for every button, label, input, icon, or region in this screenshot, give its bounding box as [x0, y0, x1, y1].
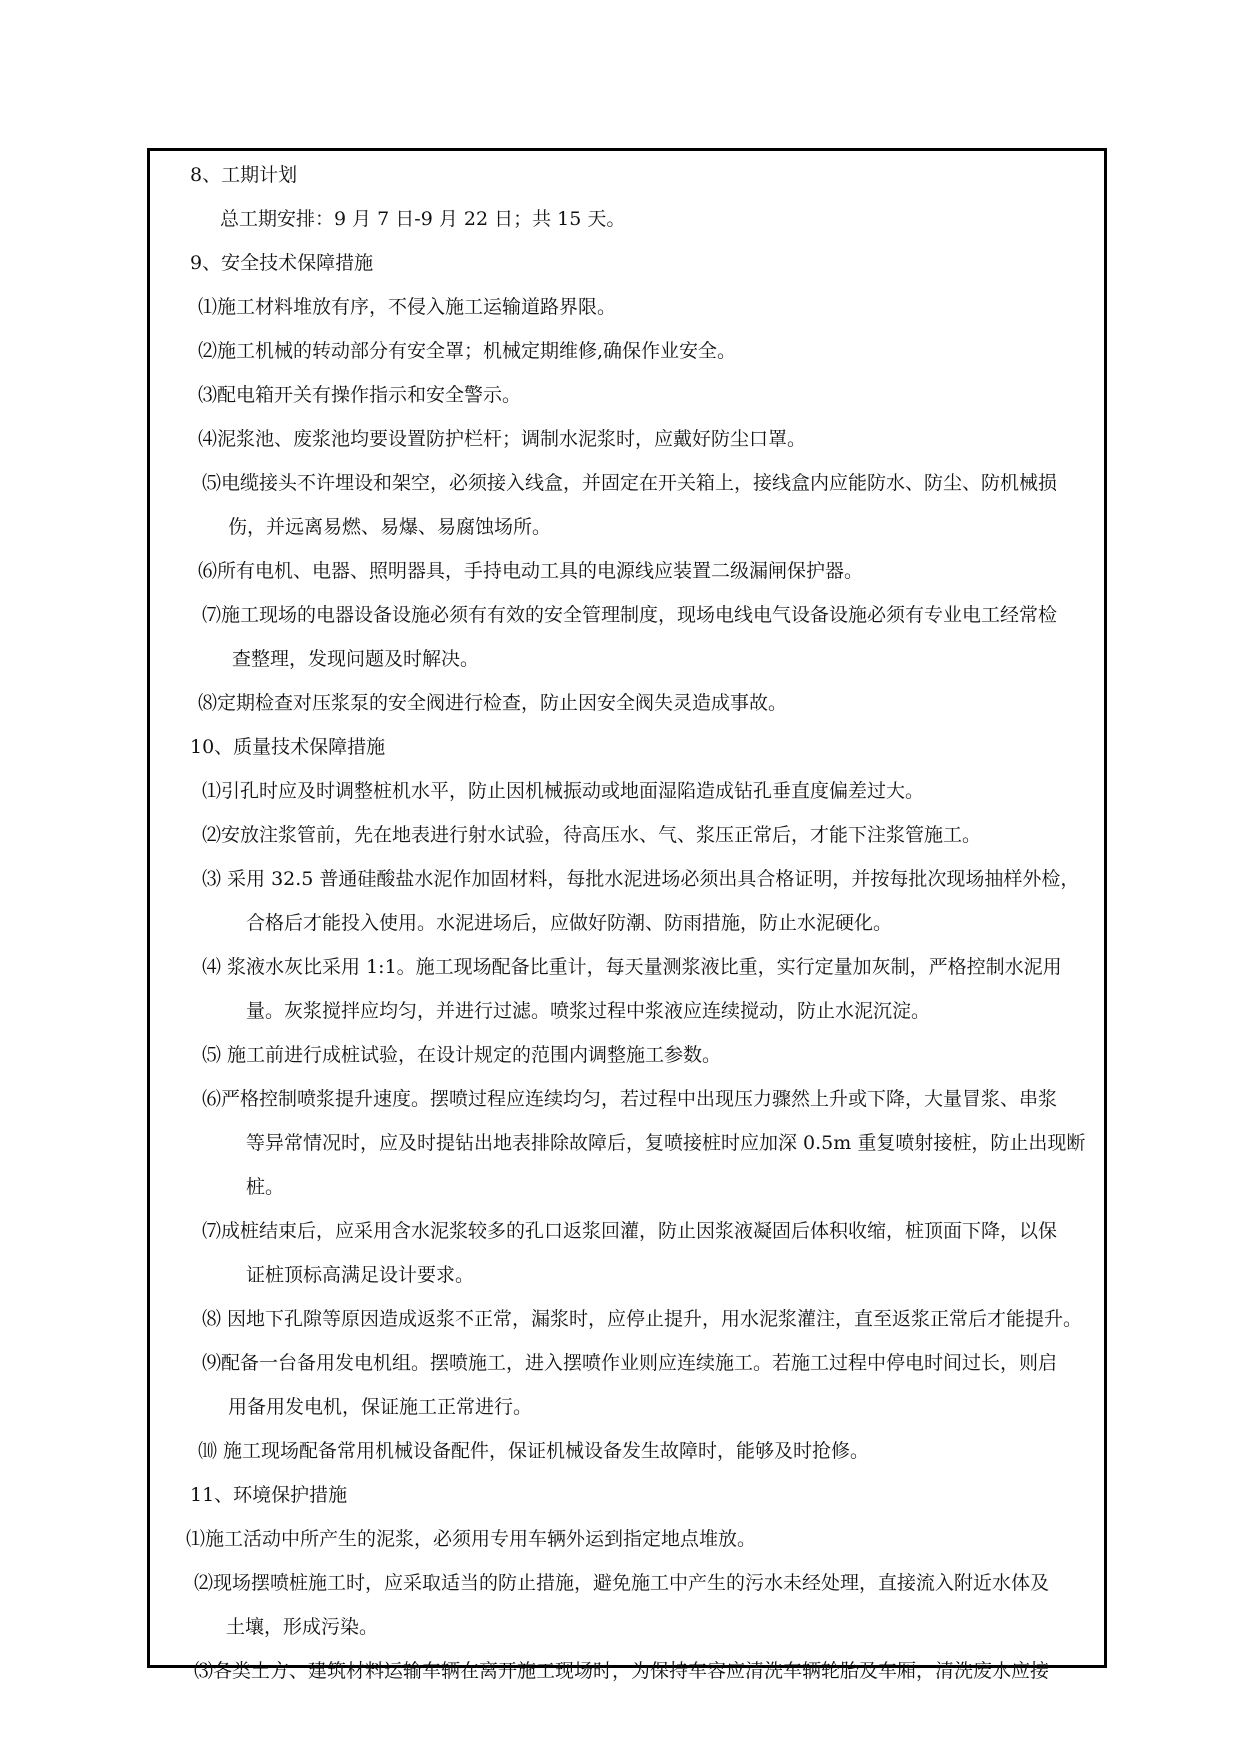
env-item-3: ⑶各类土方、建筑材料运输车辆在离开施工现场时，为保持车容应清洗车辆轮胎及车厢，清洗废水应接	[194, 1660, 1050, 1682]
safety-item-3: ⑶配电箱开关有操作指示和安全警示。	[198, 384, 522, 406]
quality-item-7-line1: ⑺成桩结束后，应采用含水泥浆较多的孔口返浆回灌，防止因浆液凝固后体积收缩，桩顶面下降，以保	[202, 1220, 1058, 1242]
safety-item-4: ⑷泥浆池、废浆池均要设置防护栏杆；调制水泥浆时，应戴好防尘口罩。	[198, 428, 807, 450]
quality-item-9-line2: 用备用发电机，保证施工正常进行。	[228, 1396, 533, 1418]
safety-item-7-line2: 查整理，发现问题及时解决。	[232, 648, 480, 670]
quality-item-3-line2: 合格后才能投入使用。水泥进场后，应做好防潮、防雨措施，防止水泥硬化。	[246, 912, 893, 934]
quality-item-8: ⑻ 因地下孔隙等原因造成返浆不正常，漏浆时，应停止提升，用水泥浆灌注，直至返浆正常后才能提升。	[202, 1308, 1083, 1330]
quality-item-4-line2: 量。灰浆搅拌应均匀，并进行过滤。喷浆过程中浆液应连续搅动，防止水泥沉淀。	[246, 1000, 931, 1022]
section-11-title: 11、环境保护措施	[190, 1484, 348, 1506]
quality-item-10: ⑽ 施工现场配备常用机械设备配件，保证机械设备发生故障时，能够及时抢修。	[198, 1440, 870, 1462]
quality-item-6-line2: 等异常情况时，应及时提钻出地表排除故障后，复喷接桩时应加深 0.5m 重复喷射接桩，防止出现断	[246, 1132, 1086, 1154]
env-item-2-line1: ⑵现场摆喷桩施工时，应采取适当的防止措施，避免施工中产生的污水未经处理，直接流入附近水体及	[194, 1572, 1050, 1594]
env-item-2-line2: 土壤，形成污染。	[226, 1616, 379, 1638]
quality-item-7-line2: 证桩顶标高满足设计要求。	[246, 1264, 475, 1286]
section-8-title: 8、工期计划	[190, 164, 298, 186]
quality-item-2: ⑵安放注浆管前，先在地表进行射水试验，待高压水、气、浆压正常后，才能下注浆管施工。	[202, 824, 982, 846]
quality-item-6-line1: ⑹严格控制喷浆提升速度。摆喷过程应连续均匀，若过程中出现压力骤然上升或下降，大量冒浆、串浆	[202, 1088, 1058, 1110]
safety-item-5-line1: ⑸电缆接头不许埋设和架空，必须接入线盒，并固定在开关箱上，接线盒内应能防水、防尘、防机械损	[202, 472, 1058, 494]
quality-item-9-line1: ⑼配备一台备用发电机组。摆喷施工，进入摆喷作业则应连续施工。若施工过程中停电时间过长，则启	[202, 1352, 1058, 1374]
quality-item-1: ⑴引孔时应及时调整桩机水平，防止因机械振动或地面湿陷造成钻孔垂直度偏差过大。	[202, 780, 925, 802]
env-item-1: ⑴施工活动中所产生的泥浆，必须用专用车辆外运到指定地点堆放。	[186, 1528, 757, 1550]
safety-item-6: ⑹所有电机、电器、照明器具，手持电动工具的电源线应装置二级漏闸保护器。	[198, 560, 864, 582]
safety-item-1: ⑴施工材料堆放有序，不侵入施工运输道路界限。	[198, 296, 617, 318]
quality-item-5: ⑸ 施工前进行成桩试验，在设计规定的范围内调整施工参数。	[202, 1044, 722, 1066]
safety-item-7-line1: ⑺施工现场的电器设备设施必须有有效的安全管理制度，现场电线电气设备设施必须有专业电工经常检	[202, 604, 1058, 626]
quality-item-6-line3: 桩。	[246, 1176, 285, 1198]
quality-item-3-line1: ⑶ 采用 32.5 普通硅酸盐水泥作加固材料，每批水泥进场必须出具合格证明，并按每批次现场抽样外检，	[202, 868, 1080, 890]
quality-item-4-line1: ⑷ 浆液水灰比采用 1:1。施工现场配备比重计，每天量测浆液比重，实行定量加灰制，严格控制水泥用	[202, 956, 1062, 978]
section-9-title: 9、安全技术保障措施	[190, 252, 374, 274]
safety-item-2: ⑵施工机械的转动部分有安全罩；机械定期维修,确保作业安全。	[198, 340, 737, 362]
safety-item-5-line2: 伤，并远离易燃、易爆、易腐蚀场所。	[228, 516, 552, 538]
section-10-title: 10、质量技术保障措施	[190, 736, 386, 758]
document-table-frame	[147, 148, 1107, 1682]
schedule-line: 总工期安排：9 月 7 日-9 月 22 日；共 15 天。	[220, 208, 626, 230]
safety-item-8: ⑻定期检查对压浆泵的安全阀进行检查，防止因安全阀失灵造成事故。	[198, 692, 788, 714]
